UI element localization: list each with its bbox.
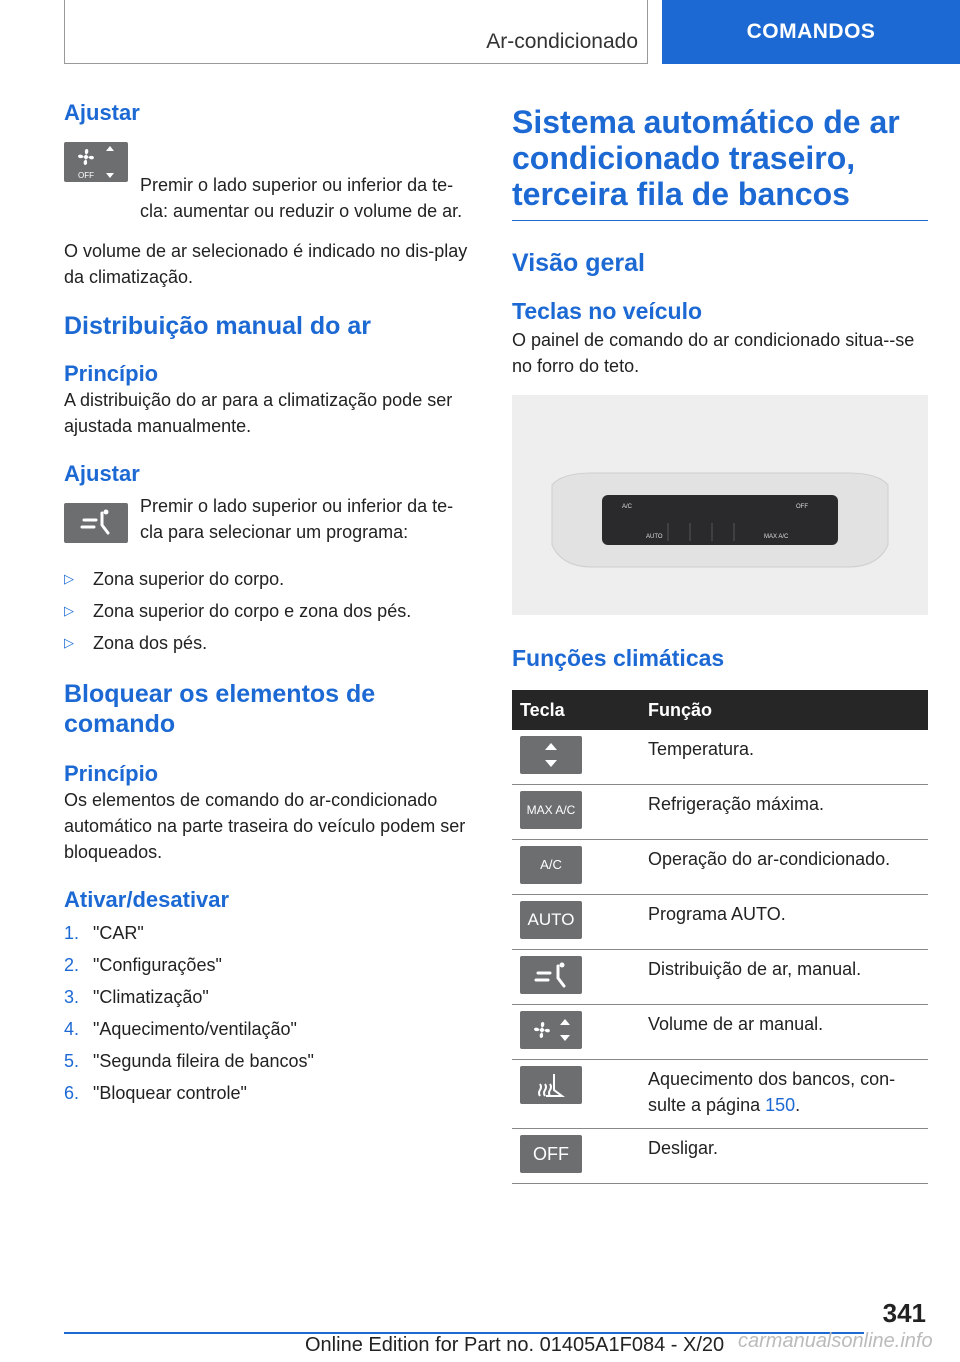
heading-funcoes: Funções climáticas — [512, 645, 725, 671]
column-header-tecla: Tecla — [512, 690, 640, 730]
ajustar-volume-text: Premir o lado superior ou inferior da te-cla: aumentar ou reduzir o volume de ar. — [140, 175, 463, 221]
temperature-arrows-icon — [520, 736, 582, 774]
list-item: ▷ Zona superior do corpo. — [64, 563, 476, 595]
volume-display-text: O volume de ar selecionado é indicado no dis-play da climatização. — [64, 241, 468, 287]
ajustar-distribution-row — [64, 493, 476, 545]
ajustar-distribution-text: Premir o lado superior ou inferior da te-cla para selecionar um programa: — [140, 496, 454, 542]
control-panel-photo — [512, 395, 928, 615]
list-item: 6. "Bloquear controle" — [64, 1083, 247, 1103]
off-label: OFF — [78, 171, 94, 180]
heading-visao-geral: Visão geral — [512, 249, 645, 277]
list-item: 1. "CAR" — [64, 923, 144, 943]
watermark: carmanualsonline.info — [738, 1330, 933, 1352]
steps-list — [64, 917, 476, 1109]
title-rule — [512, 220, 928, 221]
table-row — [512, 1005, 928, 1060]
ajustar-volume-row — [64, 132, 476, 224]
function-text: Temperatura. — [640, 730, 928, 785]
function-text: Volume de ar manual. — [640, 1005, 928, 1060]
principio-2-text: Os elementos de comando do ar-condicionado automático na parte traseira do veículo podem ser bloqueados. — [64, 790, 466, 862]
list-item: 3. "Climatização" — [64, 987, 209, 1007]
table-row — [512, 895, 928, 950]
heading-teclas: Teclas no veículo — [512, 298, 703, 324]
function-text: Operação do ar-condicionado. — [640, 840, 928, 895]
max-ac-icon: MAX A/C — [520, 791, 582, 829]
air-distribution-icon — [64, 503, 128, 543]
heading-distribuicao: Distribuição manual do ar — [64, 312, 372, 340]
principio-text: A distribuição do ar para a climatização pode ser ajustada manualmente. — [64, 390, 453, 436]
table-row — [512, 1060, 928, 1129]
list-item: ▷ Zona superior do corpo e zona dos pés. — [64, 595, 476, 627]
list-item: ▷ Zona dos pés. — [64, 627, 476, 659]
svg-text:AUTO: AUTO — [646, 534, 663, 540]
bullet-marker: ▷ — [64, 571, 74, 586]
svg-text:OFF: OFF — [796, 504, 808, 510]
function-text: Programa AUTO. — [640, 895, 928, 950]
table-row — [512, 730, 928, 785]
function-text: Aquecimento dos bancos, con-sulte a página 150. — [640, 1060, 928, 1129]
table-header-row — [512, 690, 928, 730]
distribution-list — [64, 563, 476, 659]
list-item: 5. "Segunda fileira de bancos" — [64, 1051, 314, 1071]
bullet-marker: ▷ — [64, 603, 74, 618]
list-item: 4. "Aquecimento/ventilação" — [64, 1019, 297, 1039]
footer-edition: Online Edition for Part no. 01405A1F084 - X/20 — [305, 1334, 725, 1356]
table-row — [512, 840, 928, 895]
bullet-marker: ▷ — [64, 635, 74, 650]
svg-text:MAX A/C: MAX A/C — [764, 534, 789, 540]
functions-table — [512, 690, 928, 1184]
page-link[interactable]: 150 — [765, 1095, 796, 1115]
heading-ativar: Ativar/desativar — [64, 887, 230, 912]
page-number: 341 — [882, 1298, 926, 1328]
air-distribution-icon — [520, 956, 582, 994]
table-row — [512, 1129, 928, 1184]
table-row — [512, 785, 928, 840]
auto-icon: AUTO — [520, 901, 582, 939]
function-text: Desligar. — [640, 1129, 928, 1184]
seat-heating-icon — [520, 1066, 582, 1104]
off-icon: OFF — [520, 1135, 582, 1173]
heading-principio-2: Princípio — [64, 761, 159, 786]
header-chapter-tab[interactable]: COMANDOS — [662, 0, 960, 64]
teclas-text: O painel de comando do ar condicionado situa--se no forro do teto. — [512, 330, 915, 376]
heading-ajustar: Ajustar — [64, 100, 140, 125]
ac-icon: A/C — [520, 846, 582, 884]
heading-principio: Princípio — [64, 361, 159, 386]
fan-volume-icon — [520, 1011, 582, 1049]
list-item: 2. "Configurações" — [64, 955, 222, 975]
svg-text:A/C: A/C — [622, 504, 633, 510]
page-title: Sistema automático de ar condicionado traseiro, terceira fila de bancos — [512, 104, 900, 212]
table-row — [512, 950, 928, 1005]
right-column — [512, 104, 928, 1184]
heading-bloquear: Bloquear os elementos de comando — [64, 680, 376, 738]
left-column — [64, 100, 476, 1109]
column-header-funcao: Função — [640, 690, 928, 730]
header-section-title: Ar-condicionado — [486, 30, 638, 53]
fan-volume-icon — [64, 142, 128, 182]
heading-ajustar-2: Ajustar — [64, 461, 140, 486]
function-text: Refrigeração máxima. — [640, 785, 928, 840]
function-text: Distribuição de ar, manual. — [640, 950, 928, 1005]
